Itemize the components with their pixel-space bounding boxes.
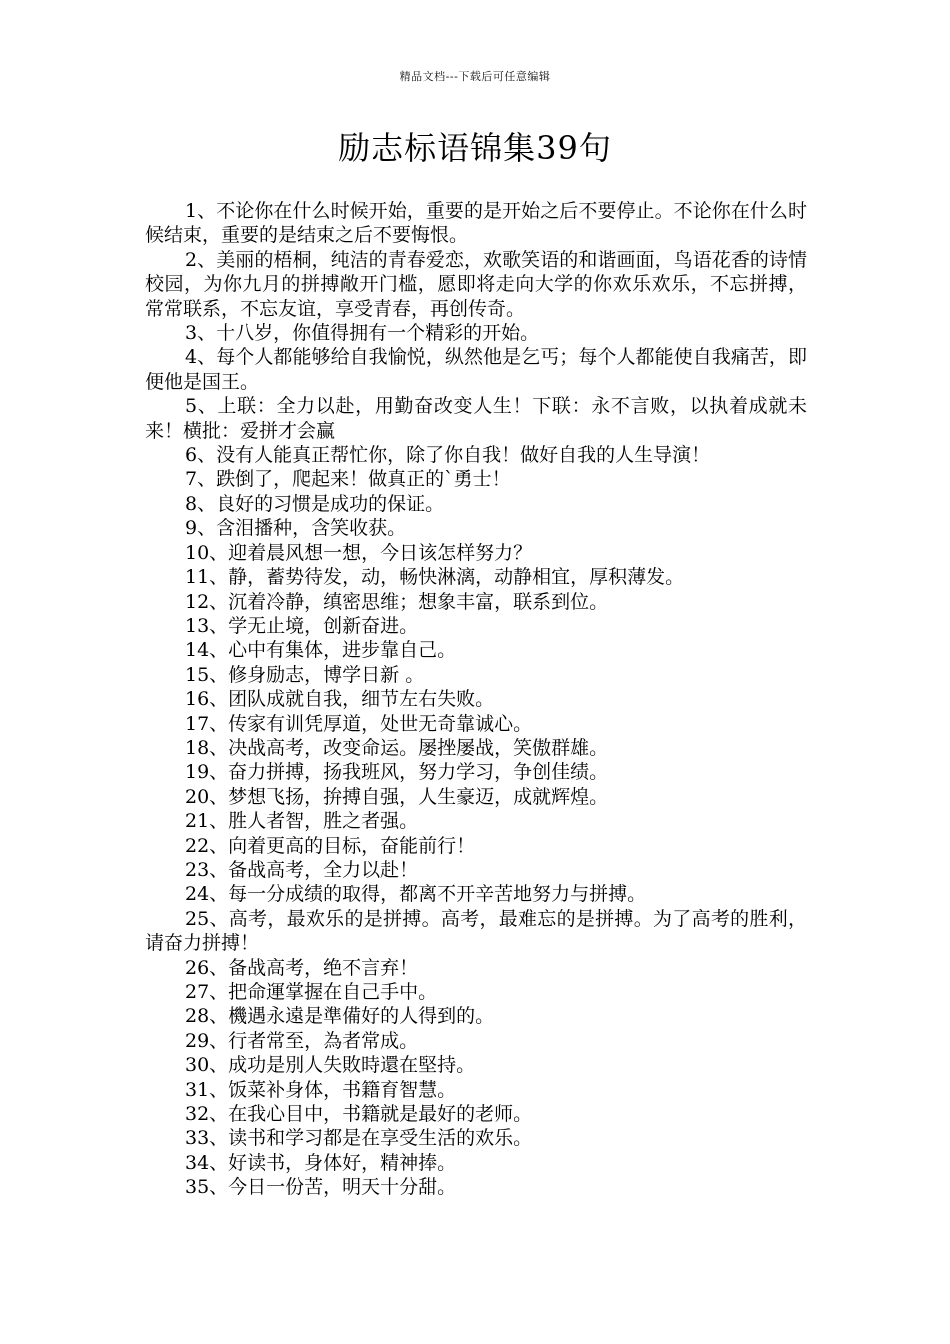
slogan-paragraph: 10、迎着晨风想一想，今日该怎样努力？ <box>185 541 533 564</box>
slogan-paragraph: 15、修身励志，博学日新 。 <box>185 663 425 686</box>
slogan-paragraph: 34、好读书，身体好，精神捧。 <box>185 1151 457 1174</box>
slogan-paragraph: 14、心中有集体，进步靠自己。 <box>185 639 457 662</box>
slogan-paragraph: 5、上联：全力以赴，用勤奋改变人生！下联：永不言败，以执着成就未来！横批：爱拼才会赢 <box>145 395 807 442</box>
slogan-paragraph: 28、機遇永遠是準備好的人得到的。 <box>185 1005 495 1028</box>
slogan-paragraph: 32、在我心目中，书籍就是最好的老师。 <box>185 1103 533 1126</box>
slogan-paragraph: 13、学无止境，创新奋进。 <box>185 614 419 637</box>
slogan-paragraph: 1、不论你在什么时候开始，重要的是开始之后不要停止。不论你在什么时候结束，重要的是结束之后不要悔恨。 <box>145 200 807 247</box>
slogan-paragraph: 27、把命運掌握在自己手中。 <box>185 981 438 1003</box>
slogan-paragraph: 16、团队成就自我，细节左右失败。 <box>185 688 495 711</box>
slogan-paragraph: 6、没有人能真正帮忙你，除了你自我！做好自我的人生导演！ <box>185 444 711 467</box>
slogan-paragraph: 33、读书和学习都是在享受生活的欢乐。 <box>185 1127 533 1150</box>
slogan-paragraph: 35、今日一份苦，明天十分甜。 <box>185 1176 457 1199</box>
slogan-paragraph: 23、备战高考，全力以赴！ <box>185 858 419 881</box>
slogan-paragraph: 25、高考，最欢乐的是拼搏。高考，最难忘的是拼搏。为了高考的胜利，请奋力拼搏！ <box>145 907 807 955</box>
slogan-paragraph: 12、沉着冷静，缜密思维；想象丰富，联系到位。 <box>185 590 609 613</box>
document-title: 励志标语锦集39句 <box>338 129 612 167</box>
slogan-paragraph: 20、梦想飞扬，拚搏自强，人生豪迈，成就辉煌。 <box>185 785 609 808</box>
slogan-paragraph: 29、行者常至，為者常成。 <box>185 1029 419 1052</box>
slogan-paragraph: 26、备战高考，绝不言弃！ <box>185 956 419 979</box>
slogan-paragraph: 4、每个人都能够给自我愉悦，纵然他是乞丐；每个人都能使自我痛苦，即便他是国王。 <box>145 346 807 393</box>
slogan-paragraph: 11、静，蓄势待发，动，畅快淋漓，动静相宜，厚积薄发。 <box>185 566 685 589</box>
slogan-paragraph: 17、传家有训凭厚道，处世无奇靠诚心。 <box>185 712 533 735</box>
document-body <box>145 199 807 1200</box>
slogan-paragraph: 19、奋力拼搏，扬我班风，努力学习，争创佳绩。 <box>185 761 609 784</box>
slogan-paragraph: 24、每一分成绩的取得，都离不开辛苦地努力与拼搏。 <box>185 883 647 906</box>
slogan-paragraph: 2、美丽的梧桐，纯洁的青春爱恋，欢歌笑语的和谐画面，鸟语花香的诗情校园，为你九月的拼搏敞开门槛，愿即将走向大学的你欢乐欢乐，不忘拼搏，常常联系，不忘友谊，享受青春，再创传奇。 <box>145 248 807 320</box>
slogan-paragraph: 18、决战高考，改变命运。屡挫屡战，笑傲群雄。 <box>185 736 609 759</box>
slogan-paragraph: 30、成功是別人失敗時還在堅持。 <box>185 1054 476 1077</box>
slogan-paragraph: 3、十八岁，你值得拥有一个精彩的开始。 <box>185 322 540 345</box>
slogan-paragraph: 22、向着更高的目标，奋能前行！ <box>185 834 476 857</box>
slogan-paragraph: 9、含泪播种，含笑收获。 <box>185 517 407 540</box>
slogan-paragraph: 31、饭菜补身体，书籍育智慧。 <box>185 1078 457 1101</box>
slogan-paragraph: 7、跌倒了，爬起来！做真正的`勇士！ <box>185 468 511 491</box>
slogan-paragraph: 21、胜人者智，胜之者强。 <box>185 810 419 833</box>
header-note: 精品文档---下载后可任意编辑 <box>399 70 551 83</box>
slogan-paragraph: 8、良好的习惯是成功的保证。 <box>185 492 445 515</box>
